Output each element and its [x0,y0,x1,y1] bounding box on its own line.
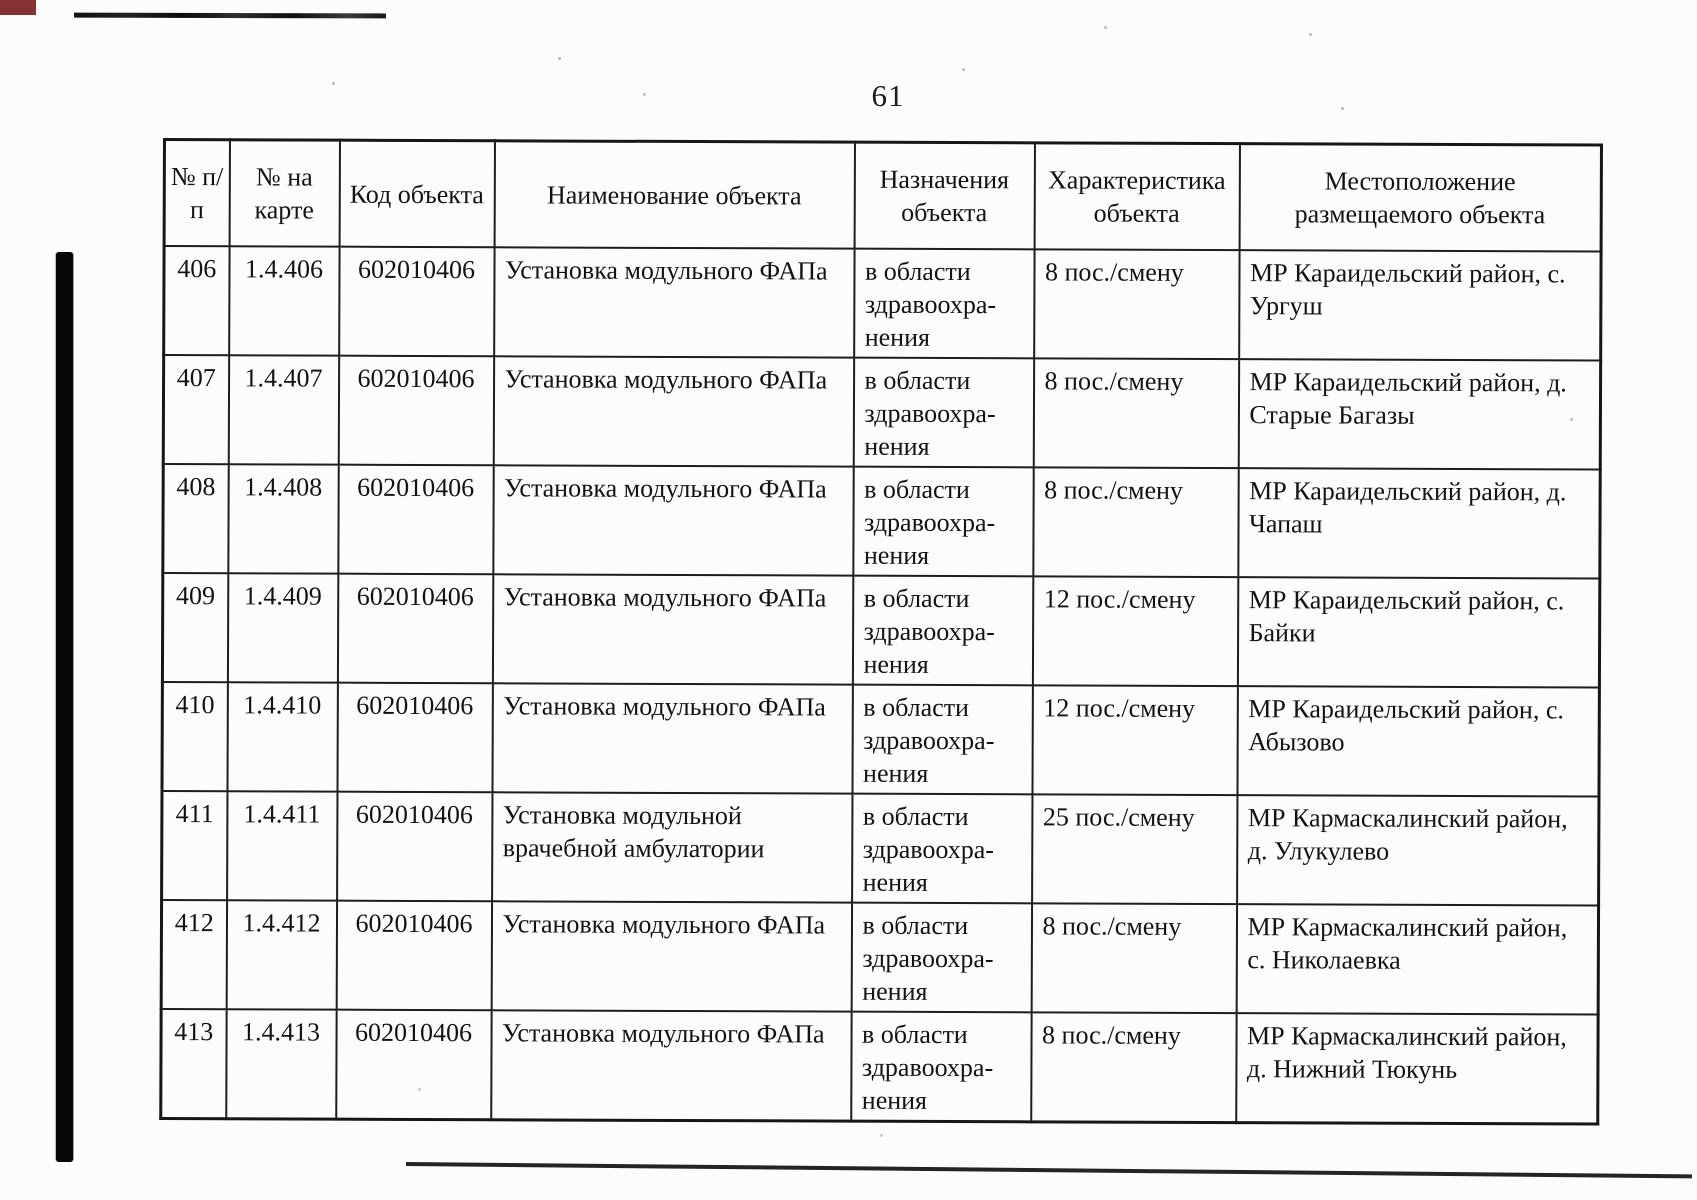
cell-object-purpose: в области здравоохра-нения [852,685,1032,795]
cell-object-name: Установка модульного ФАПа [493,465,853,575]
cell-map-num: 1.4.407 [228,355,338,464]
table-row [161,1009,1598,1124]
table-header-row [164,140,1601,252]
cell-num: 413 [161,1009,226,1119]
scan-speck [880,1134,883,1137]
cell-object-location: МР Караидельский район, с. Ургуш [1239,250,1601,360]
cell-object-code: 602010406 [336,1010,491,1120]
cell-object-name: Установка модульной врачебной амбулатории [492,792,852,902]
cell-map-num: 1.4.408 [228,464,338,573]
cell-num: 407 [163,355,228,464]
header-cell-num: № п/п [164,140,229,247]
cell-object-code: 602010406 [337,574,492,684]
cell-object-purpose: в области здравоохра-нения [851,1012,1031,1122]
cell-object-name: Установка модульного ФАПа [491,901,851,1011]
cell-object-name: Установка модульного ФАПа [494,247,854,357]
scan-speck [1309,33,1312,36]
cell-num: 406 [164,246,229,355]
cell-map-num: 1.4.406 [229,246,339,355]
scan-corner-mark [0,0,36,15]
cell-map-num: 1.4.412 [226,900,336,1009]
scan-speck [558,57,561,60]
header-cell-object-location: Местоположение размещаемого объекта [1239,144,1601,252]
cell-object-location: МР Караидельский район, с. Байки [1237,577,1599,687]
cell-object-code: 602010406 [338,465,493,575]
cell-map-num: 1.4.410 [227,682,337,791]
cell-map-num: 1.4.409 [227,573,337,682]
header-cell-object-code: Код объекта [339,140,494,247]
cell-object-characteristic: 8 пос./смену [1033,467,1238,577]
header-cell-object-purpose: Назначения объекта [854,142,1034,249]
cell-object-purpose: в области здравоохра-нения [852,576,1032,686]
cell-object-code: 602010406 [337,792,492,902]
cell-object-location: МР Кармаскалинский район, с. Николаевка [1236,904,1598,1014]
cell-num: 408 [163,464,228,573]
cell-object-purpose: в области здравоохра-нения [854,249,1034,359]
table-row [162,573,1599,688]
footer-rule-line [406,1162,1692,1178]
cell-object-purpose: в области здравоохра-нения [852,794,1032,904]
cell-object-code: 602010406 [337,683,492,793]
cell-object-name: Установка модульного ФАПа [493,356,853,466]
scan-speck [643,93,646,96]
cell-map-num: 1.4.413 [226,1009,336,1119]
cell-object-code: 602010406 [339,247,494,357]
cell-object-name: Установка модульного ФАПа [492,683,852,793]
cell-object-location: МР Кармаскалинский район, д. Нижний Тюкунь [1236,1013,1598,1124]
cell-object-characteristic: 8 пос./смену [1033,358,1238,468]
header-cell-object-characteristic: Характеристика объекта [1034,143,1239,250]
cell-num: 409 [162,573,227,682]
cell-object-purpose: в области здравоохра-нения [853,358,1033,468]
table-row [162,682,1599,797]
objects-table [159,138,1603,1126]
scan-speck [1104,26,1107,29]
header-cell-map-num: № на карте [229,140,339,247]
cell-object-characteristic: 12 пос./смену [1032,685,1237,795]
cell-object-name: Установка модульного ФАПа [491,1010,851,1121]
cell-object-code: 602010406 [338,356,493,466]
cell-map-num: 1.4.411 [227,791,337,900]
cell-num: 410 [162,682,227,791]
cell-object-location: МР Караидельский район, д. Старые Багазы [1238,359,1600,469]
page-number: 61 [871,78,905,113]
cell-object-location: МР Караидельский район, д. Чапаш [1238,468,1600,578]
cell-object-characteristic: 8 пос./смену [1031,903,1236,1013]
cell-object-code: 602010406 [336,901,491,1011]
table-row [163,464,1600,579]
scan-speck [962,68,965,71]
header-cell-object-name: Наименование объекта [494,141,854,249]
scan-top-line-artifact [74,13,386,19]
cell-object-characteristic: 8 пос./смену [1034,249,1239,359]
cell-object-characteristic: 25 пос./смену [1032,794,1237,904]
table-row [163,355,1600,470]
cell-object-location: МР Кармаскалинский район, д. Улукулево [1237,795,1599,905]
cell-num: 411 [162,791,227,900]
scan-speck [332,82,335,85]
cell-object-purpose: в области здравоохра-нения [851,903,1031,1013]
scan-left-edge-bar [56,252,73,1162]
cell-object-purpose: в области здравоохра-нения [853,467,1033,577]
table-row [164,246,1601,361]
cell-object-location: МР Караидельский район, с. Абызово [1237,686,1599,796]
table-row [161,900,1598,1015]
table-row [162,791,1599,906]
scan-speck [1341,107,1344,110]
cell-num: 412 [161,900,226,1009]
cell-object-characteristic: 12 пос./смену [1032,576,1237,686]
cell-object-name: Установка модульного ФАПа [492,574,852,684]
cell-object-characteristic: 8 пос./смену [1031,1012,1236,1122]
